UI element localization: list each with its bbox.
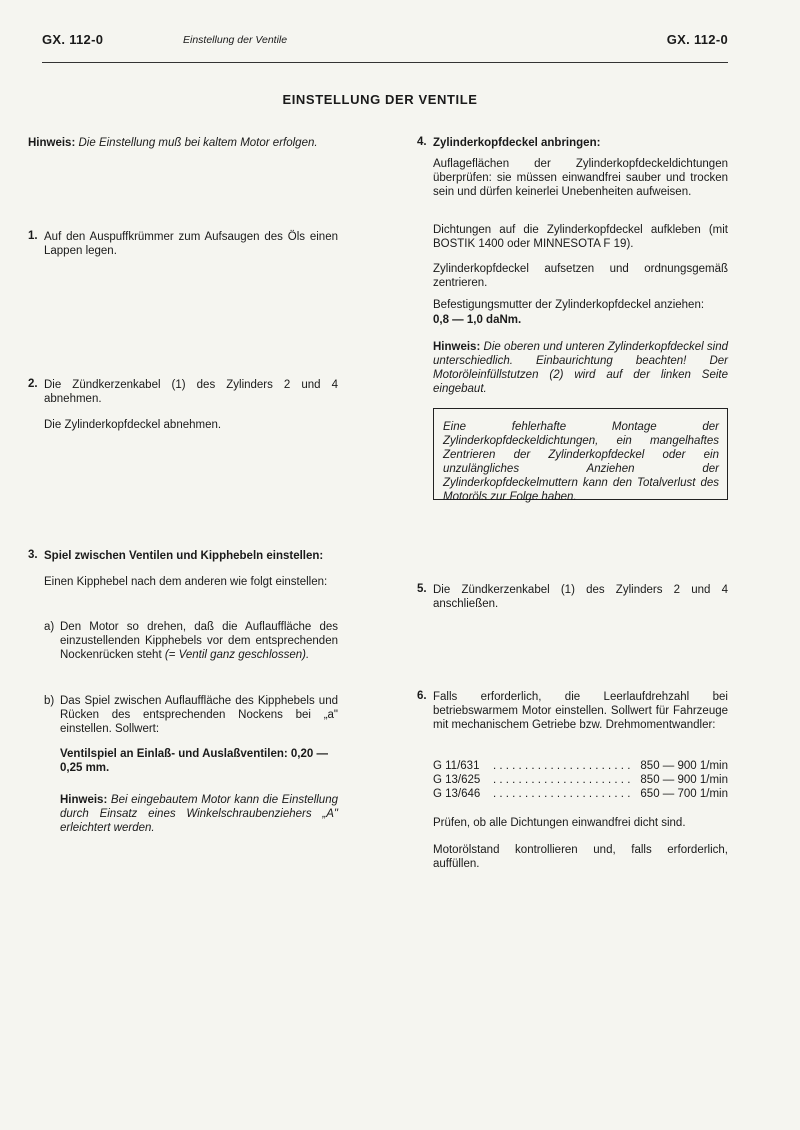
- step-5-text: Die Zündkerzenkabel (1) des Zylinders 2 und 4 anschließen.: [433, 584, 728, 610]
- step-3-intro: Einen Kipphebel nach dem anderen wie folgt einstellen:: [44, 576, 328, 588]
- step-1-number: 1.: [28, 230, 38, 242]
- step-3b-text: Das Spiel zwischen Auflauffläche des Kipphebels und Rücken des entsprechenden Nockens bei „a" einstellen. Sollwert:: [60, 695, 338, 735]
- spec-leader: . . . . . . . . . . . . . . . . . . . . . .: [493, 760, 631, 772]
- step-3a-text: Den Motor so drehen, daß die Auflauffläche des einzustellenden Kipphebels vor dem entsprechenden Nockenrücken steht: [60, 621, 338, 661]
- header-divider: [42, 62, 728, 63]
- note-label: Hinweis:: [28, 137, 76, 149]
- step-4-note: [433, 340, 728, 396]
- step-3-heading: Spiel zwischen Ventilen und Kipphebeln einstellen:: [44, 550, 324, 562]
- step-3-note: [60, 793, 338, 835]
- spec-model: G 13/625: [433, 774, 481, 786]
- step-3-note-label: Hinweis:: [60, 794, 108, 806]
- spec-leader: . . . . . . . . . . . . . . . . . . . . . .: [493, 774, 631, 786]
- step-5-number: 5.: [417, 583, 427, 595]
- step-4-note-label: Hinweis:: [433, 341, 481, 353]
- spec-row: [433, 759, 728, 773]
- step-4-number: 4.: [417, 136, 427, 148]
- step-4-note-text: Die oberen und unteren Zylinderkopfdeckel sind unterschiedlich. Einbaurichtung beachten! Der Motoröleinfüllstutzen (2) wird auf der linken Seite eingebaut.: [433, 341, 728, 395]
- valve-clearance-value: Ventilspiel an Einlaß- und Auslaßventilen: 0,20 — 0,25 mm.: [60, 748, 328, 774]
- step-2-text-2: Die Zylinderkopfdeckel abnehmen.: [44, 419, 222, 431]
- note-text: Die Einstellung muß bei kaltem Motor erfolgen.: [78, 137, 318, 149]
- step-6-para-3: Motorölstand kontrollieren und, falls erforderlich, auffüllen.: [433, 844, 728, 870]
- idle-speed-table: [433, 759, 728, 801]
- spec-model: G 11/631: [433, 760, 480, 772]
- spec-model: G 13/646: [433, 788, 481, 800]
- header-subtitle: Einstellung der Ventile: [183, 34, 288, 46]
- step-3a-label: a): [44, 621, 55, 633]
- spec-row: [433, 787, 728, 801]
- step-3a-block: [60, 620, 338, 662]
- warning-text: Eine fehlerhafte Montage der Zylinderkopfdeckeldichtungen, ein mangelhaftes Zentrieren der Zylinderkopfdeckel oder ein unzulängliches Anziehen der Zylinderkopfdeckelmuttern kann den Totalverlust des Motoröls zur Folge haben.: [443, 421, 719, 503]
- spec-value: 850 — 900 1/min: [640, 760, 728, 772]
- step-4-para-3: Zylinderkopfdeckel aufsetzen und ordnungsgemäß zentrieren.: [433, 263, 728, 289]
- step-3-number: 3.: [28, 549, 38, 561]
- spec-leader: . . . . . . . . . . . . . . . . . . . . . .: [493, 788, 631, 800]
- step-4-heading: Zylinderkopfdeckel anbringen:: [433, 137, 601, 149]
- step-4-para-4: Befestigungsmutter der Zylinderkopfdeckel anziehen:: [433, 299, 705, 311]
- step-3b-label: b): [44, 695, 55, 707]
- spec-value: 850 — 900 1/min: [640, 774, 728, 786]
- spec-row: [433, 773, 728, 787]
- step-6-para-2: Prüfen, ob alle Dichtungen einwandfrei dicht sind.: [433, 817, 686, 829]
- step-2-text: Die Zündkerzenkabel (1) des Zylinders 2 und 4 abnehmen.: [44, 379, 338, 405]
- step-3-note-text: Bei eingebautem Motor kann die Einstellung durch Einsatz eines Winkelschraubenziehers „A" erleichtert werden.: [60, 794, 338, 834]
- page-title: EINSTELLUNG DER VENTILE: [282, 92, 478, 107]
- step-6-text: Falls erforderlich, die Leerlaufdrehzahl bei betriebswarmem Motor einstellen. Sollwert für Fahrzeuge mit mechanischem Getriebe bzw. Drehmomentwandler:: [433, 691, 728, 731]
- torque-value: 0,8 — 1,0 daNm.: [433, 314, 522, 326]
- step-6-number: 6.: [417, 690, 427, 702]
- step-4-para-1: Auflageflächen der Zylinderkopfdeckeldichtungen überprüfen: sie müssen einwandfrei sauber und trocken sein und dürfen keinerlei Unebenheiten aufweisen.: [433, 158, 728, 198]
- header-code-right: GX. 112-0: [666, 32, 728, 47]
- step-1-text: Auf den Auspuffkrümmer zum Aufsaugen des Öls einen Lappen legen.: [44, 231, 338, 257]
- step-2-number: 2.: [28, 378, 38, 390]
- header-code-left: GX. 112-0: [42, 32, 104, 47]
- step-4-para-2: Dichtungen auf die Zylinderkopfdeckel aufkleben (mit BOSTIK 1400 oder MINNESOTA F 19).: [433, 224, 728, 250]
- note-intro: [28, 136, 348, 150]
- step-3a-italic: (= Ventil ganz geschlossen).: [164, 649, 310, 661]
- spec-value: 650 — 700 1/min: [640, 788, 728, 800]
